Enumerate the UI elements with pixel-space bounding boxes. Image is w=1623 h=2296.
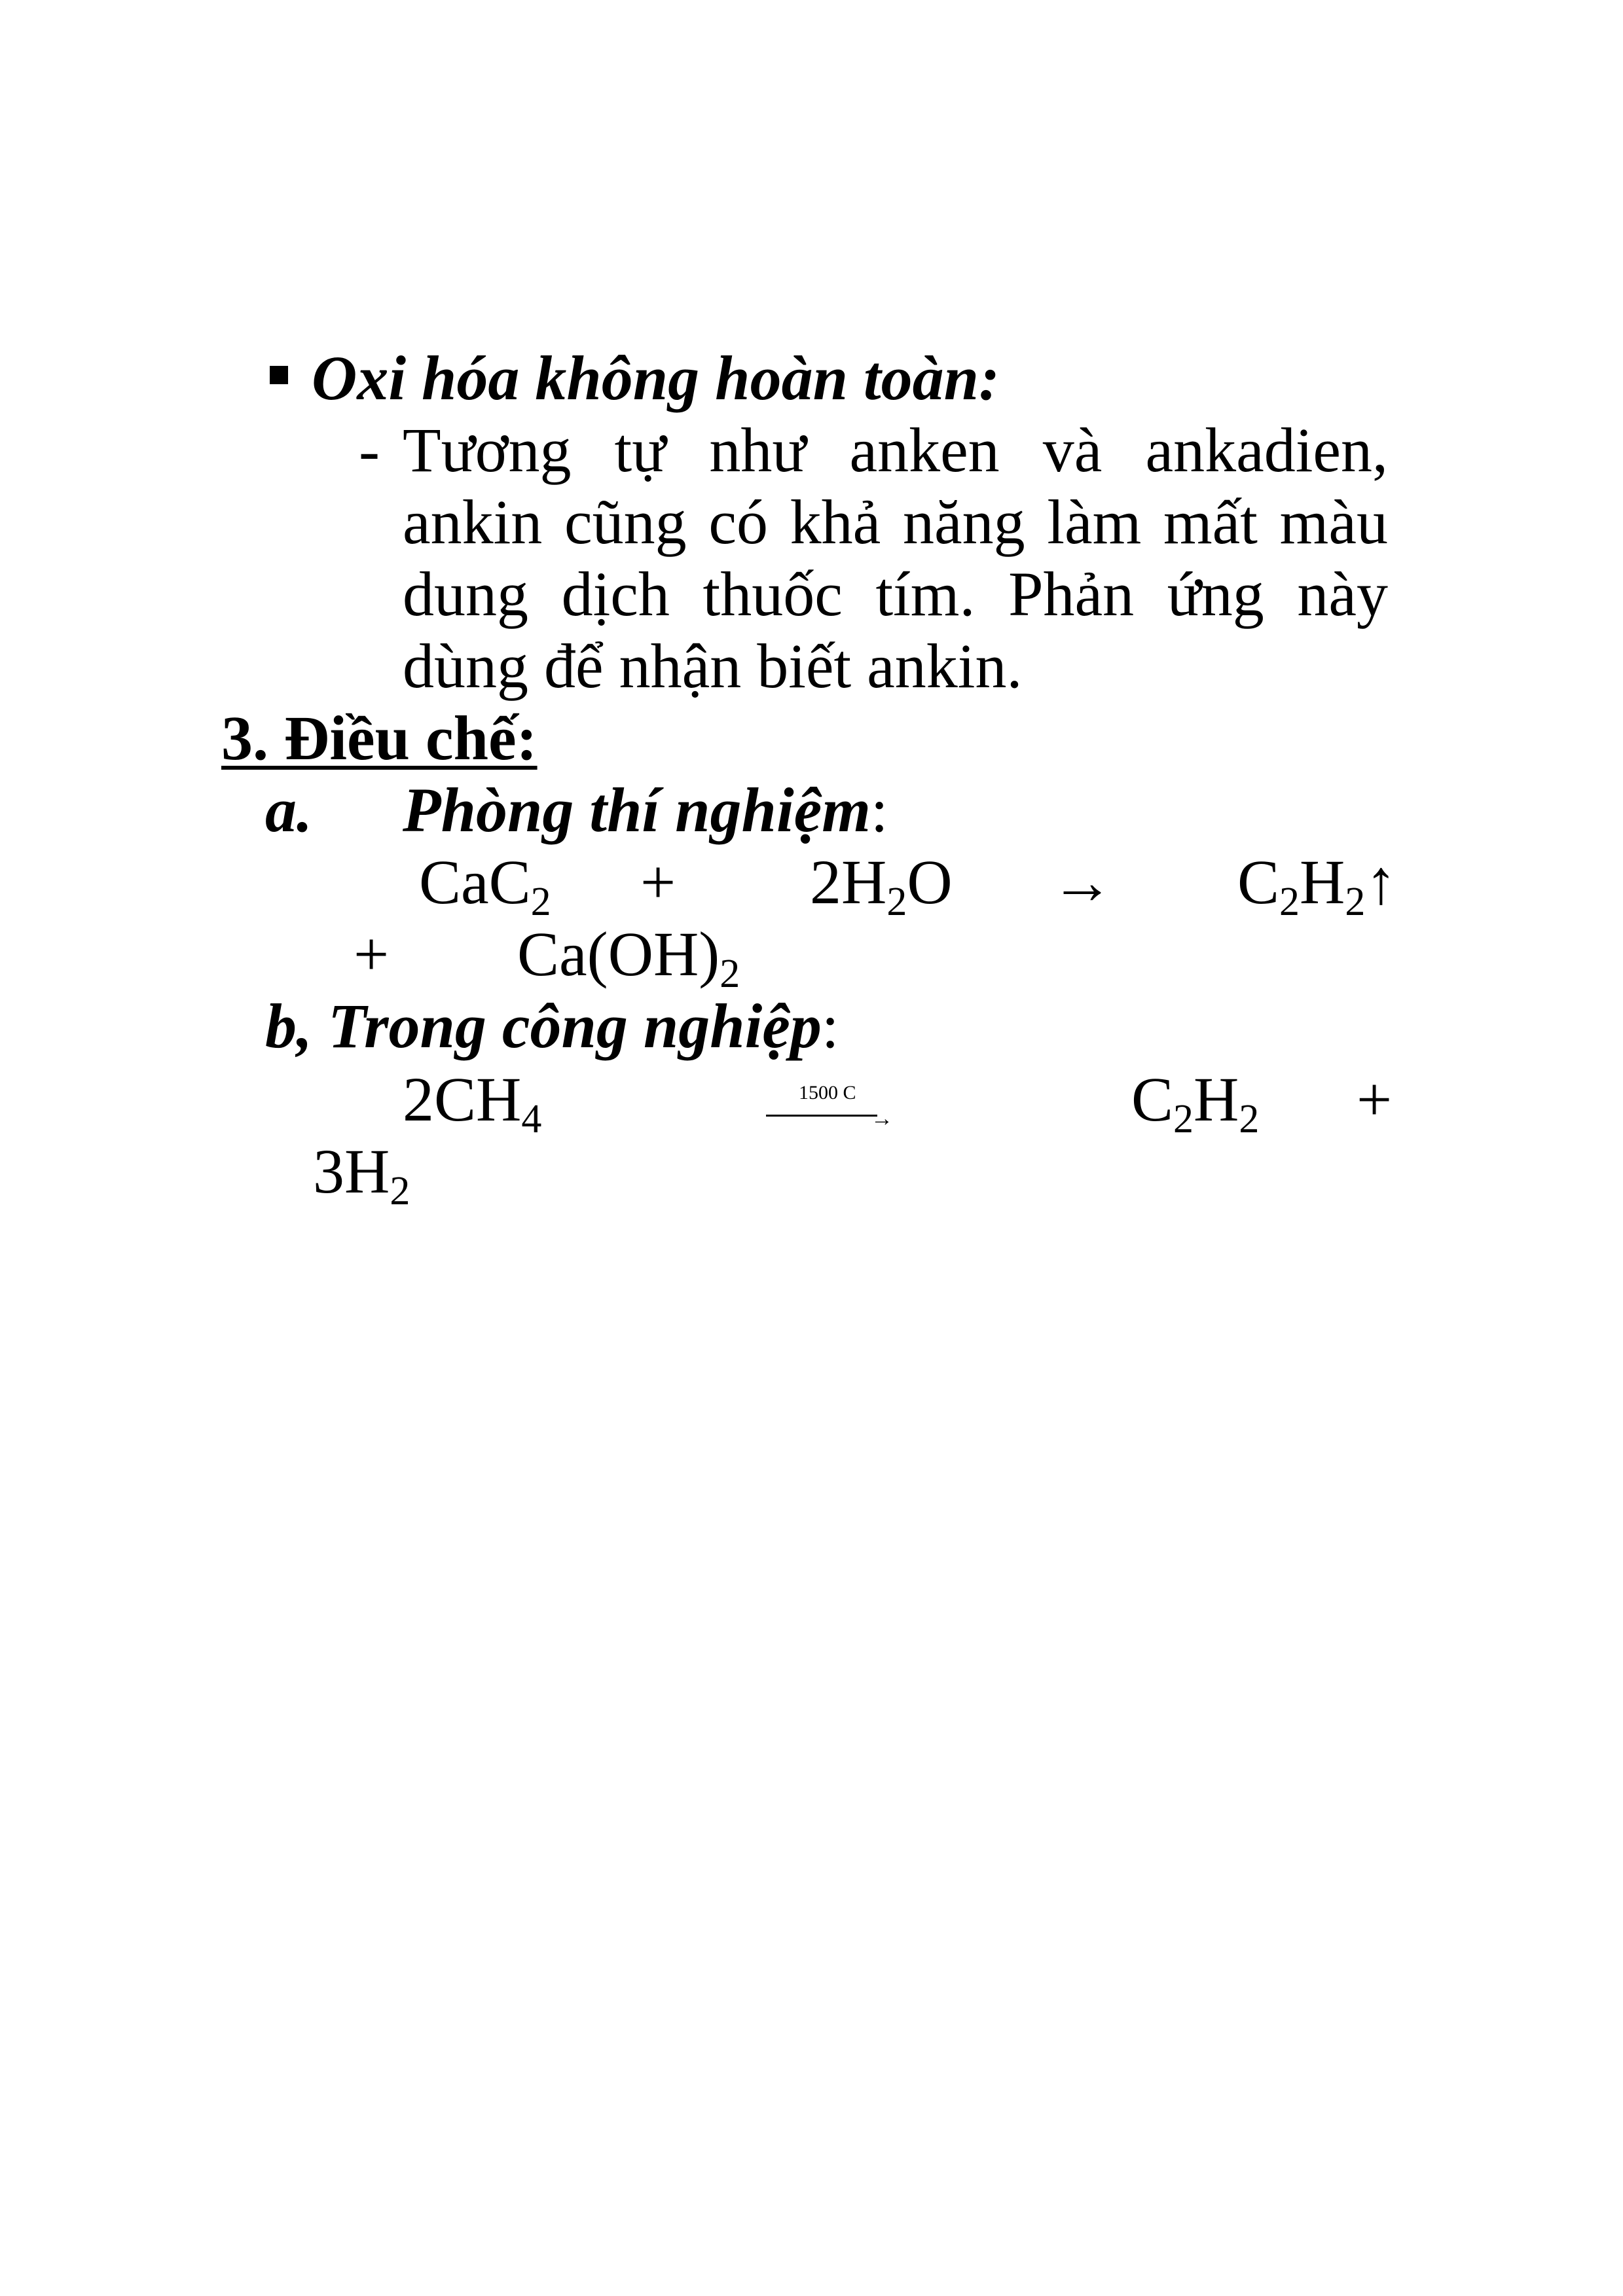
eq-b-product-2: 3H2 [313, 1136, 410, 1213]
sub-a-label: a. [265, 775, 312, 845]
word: mất [1163, 487, 1258, 557]
eq-b-reactant: 2CH4 [403, 1064, 542, 1141]
paragraph-line-1 [403, 415, 1388, 485]
sub-a-colon: : [870, 775, 888, 845]
square-bullet-icon [270, 366, 288, 384]
word: khả [790, 487, 881, 557]
word: dịch [561, 559, 670, 629]
word: Phản [1008, 559, 1135, 629]
list-dash: - [359, 415, 380, 485]
arrow-right-icon: → [871, 1107, 893, 1131]
eq-a-product-1: C2H2↑ [1237, 847, 1397, 924]
word: tự [614, 415, 666, 485]
word: ankadien, [1145, 415, 1388, 485]
word: làm [1047, 487, 1142, 557]
word: màu [1279, 487, 1388, 557]
eq-b-product-1: C2H2 [1131, 1064, 1260, 1141]
eq-a-arrow: → [1051, 847, 1114, 917]
word: năng [902, 487, 1025, 557]
sub-b-title: b, Trong công nghiệp [265, 991, 822, 1061]
sub-a-heading [403, 775, 888, 845]
word: dung [403, 559, 528, 629]
dieu-che-heading: 3. Điều chế: [221, 703, 538, 773]
sub-a-title: Phòng thí nghiệm [403, 775, 871, 845]
eq-a-plus-1: + [640, 847, 676, 917]
word: anken [849, 415, 1000, 485]
word: thuốc [702, 559, 843, 629]
sub-b-heading [265, 991, 839, 1061]
eq-a-product-2: Ca(OH)2 [517, 919, 740, 996]
word: ứng [1167, 559, 1264, 629]
eq-b-reaction-arrow [766, 1082, 893, 1131]
eq-a-reactant-1: CaC2 [419, 847, 551, 924]
sub-b-colon: : [821, 991, 839, 1061]
word: có [708, 487, 768, 557]
eq-b-condition: 1500 C [799, 1082, 856, 1103]
eq-a-plus-2: + [354, 919, 390, 989]
paragraph-line-3 [403, 559, 1388, 629]
word: này [1297, 559, 1388, 629]
arrow-shaft [766, 1115, 877, 1117]
word: ankin [403, 487, 543, 557]
word: và [1042, 415, 1103, 485]
word: như [709, 415, 807, 485]
paragraph-line-4: dùng để nhận biết ankin. [403, 631, 1023, 701]
eq-b-plus: + [1357, 1064, 1393, 1134]
paragraph-line-2 [403, 487, 1388, 557]
word: Tương [403, 415, 572, 485]
word: tím. [875, 559, 976, 629]
eq-a-reactant-2: 2H2O [810, 847, 953, 924]
oxi-hoa-heading: Oxi hóa không hoàn toàn: [312, 343, 1000, 413]
word: cũng [564, 487, 687, 557]
